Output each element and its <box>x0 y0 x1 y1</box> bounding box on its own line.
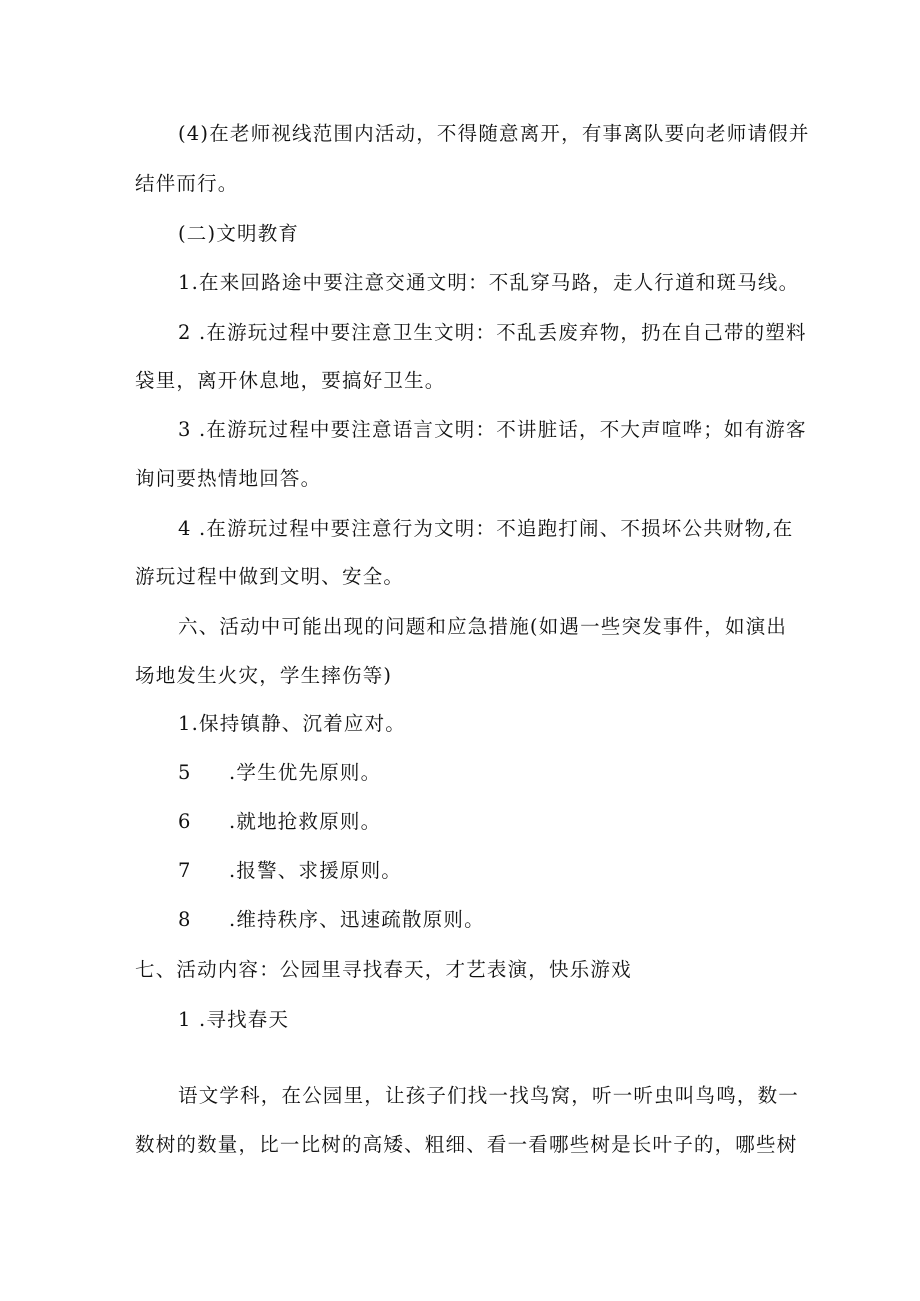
list-item-number: 6 <box>178 810 192 833</box>
list-item-number: 7 <box>178 859 192 882</box>
list-item <box>178 910 192 930</box>
paragraph-line: 语文学科，在公园里，让孩子们找一找鸟窝，听一听虫叫鸟鸣，数一 <box>178 1084 800 1107</box>
list-item-text: .就地抢救原则。 <box>229 810 382 833</box>
list-item-text: .报警、求援原则。 <box>229 859 402 882</box>
list-item-number: 5 <box>178 761 192 784</box>
list-item <box>178 812 192 832</box>
paragraph-line: 数树的数量，比一比树的高矮、粗细、看一看哪些树是长叶子的，哪些树 <box>135 1133 798 1156</box>
section-heading: (二)文明教育 <box>178 222 300 245</box>
list-item-number: 8 <box>178 908 192 931</box>
paragraph-line: 结伴而行。 <box>135 172 239 195</box>
list-item: 1.保持镇静、沉着应对。 <box>178 712 407 735</box>
paragraph-line: 询问要热情地回答。 <box>135 467 322 490</box>
section-heading: 六、活动中可能出现的问题和应急措施(如遇一些突发事件，如演出 <box>178 615 788 638</box>
list-item <box>178 861 192 881</box>
paragraph-line: 1.在来回路途中要注意交通文明：不乱穿马路，走人行道和斑马线。 <box>178 271 800 294</box>
paragraph-line: 2 .在游玩过程中要注意卫生文明：不乱丢废弃物，扔在自己带的塑料 <box>178 321 807 344</box>
paragraph-line: 3 .在游玩过程中要注意语言文明：不讲脏话，不大声喧哗；如有游客 <box>178 418 807 441</box>
paragraph-line: 袋里，离开休息地，要搞好卫生。 <box>135 369 446 392</box>
paragraph-line: (4)在老师视线范围内活动，不得随意离开，有事离队要向老师请假并 <box>178 122 810 145</box>
paragraph-line: 场地发生火灾，学生摔伤等) <box>135 664 393 687</box>
list-item-text: .维持秩序、迅速疏散原则。 <box>229 908 485 931</box>
list-item <box>178 763 192 783</box>
paragraph-line: 游玩过程中做到文明、安全。 <box>135 565 405 588</box>
subsection-heading: 1 .寻找春天 <box>178 1008 290 1031</box>
list-item-text: .学生优先原则。 <box>229 761 382 784</box>
paragraph-line: 4 .在游玩过程中要注意行为文明：不追跑打闹、不损坏公共财物,在 <box>178 517 794 540</box>
section-heading: 七、活动内容：公园里寻找春天，才艺表演，快乐游戏 <box>135 958 632 981</box>
